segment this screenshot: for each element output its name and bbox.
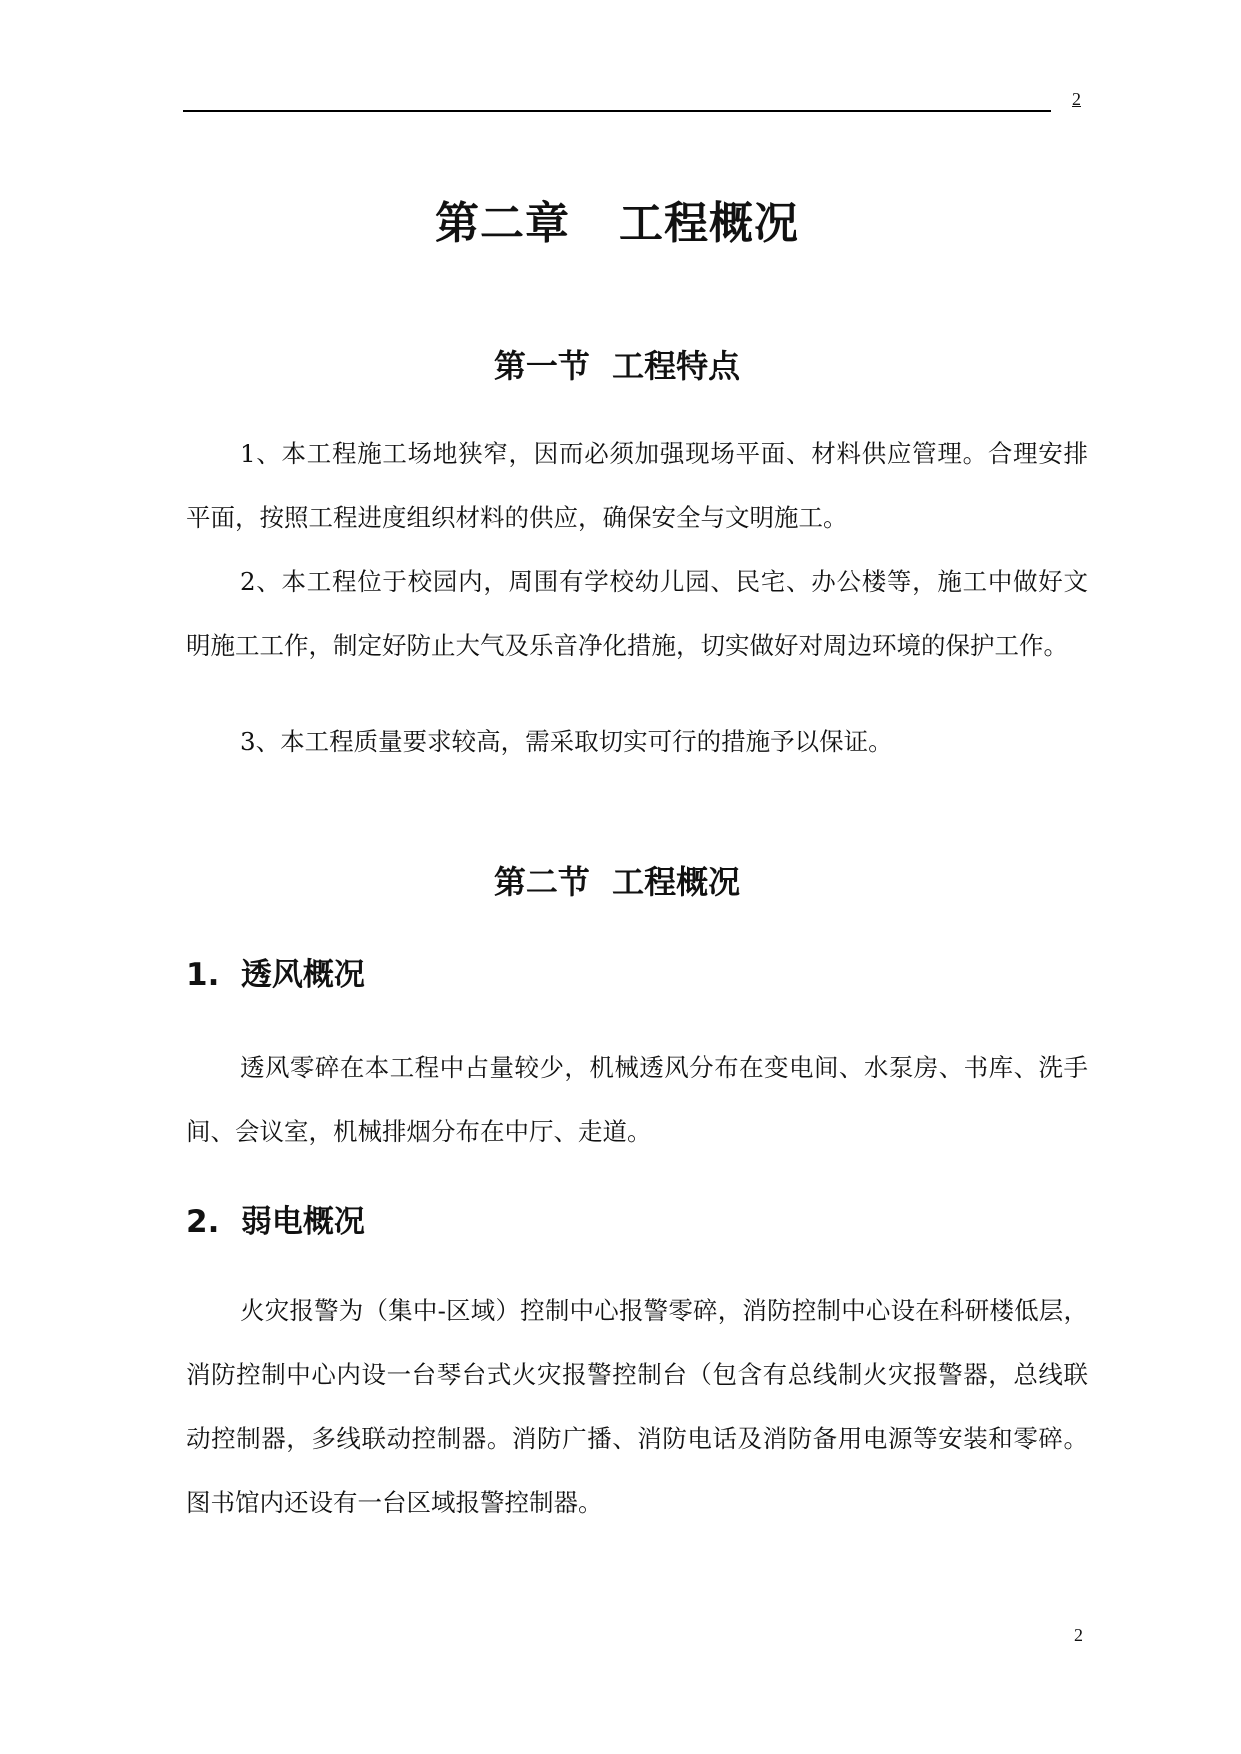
chapter-title: 第二章 工程概况 bbox=[435, 198, 799, 249]
paragraph-feature-3: 3、本工程质量要求较高，需采取切实可行的措施予以保证。 bbox=[240, 727, 893, 756]
subheading-ventilation: 1. 透风概况 bbox=[186, 957, 365, 993]
subheading-low-voltage: 2. 弱电概况 bbox=[186, 1204, 365, 1240]
section-title-overview: 第二节 工程概况 bbox=[493, 863, 741, 901]
paragraph-low-voltage: 火灾报警为（集中-区域）控制中心报警零碎，消防控制中心设在科研楼低层，消防控制中心内设一台琴台式火灾报警控制台（包含有总线制火灾报警器，总线联动控制器，多线联动控制器。消防广播、消防电话及消防备用电源等安装和零碎。图书馆内还设有一台区域报警控制器。 bbox=[186, 1296, 1088, 1517]
footer-page-number: 2 bbox=[1074, 1625, 1083, 1645]
paragraph-feature-2: 2、本工程位于校园内，周围有学校幼儿园、民宅、办公楼等，施工中做好文明施工工作，制定好防止大气及乐音净化措施，切实做好对周边环境的保护工作。 bbox=[186, 567, 1088, 660]
header-rule bbox=[183, 110, 1051, 112]
paragraph-ventilation: 透风零碎在本工程中占量较少，机械透风分布在变电间、水泵房、书库、洗手间、会议室，机械排烟分布在中厅、走道。 bbox=[186, 1053, 1088, 1146]
paragraph-feature-1: 1、本工程施工场地狭窄，因而必须加强现场平面、材料供应管理。合理安排平面，按照工程进度组织材料的供应，确保安全与文明施工。 bbox=[186, 439, 1088, 532]
header-page-number: 2 bbox=[1072, 89, 1081, 109]
section-title-features: 第一节 工程特点 bbox=[493, 347, 741, 385]
